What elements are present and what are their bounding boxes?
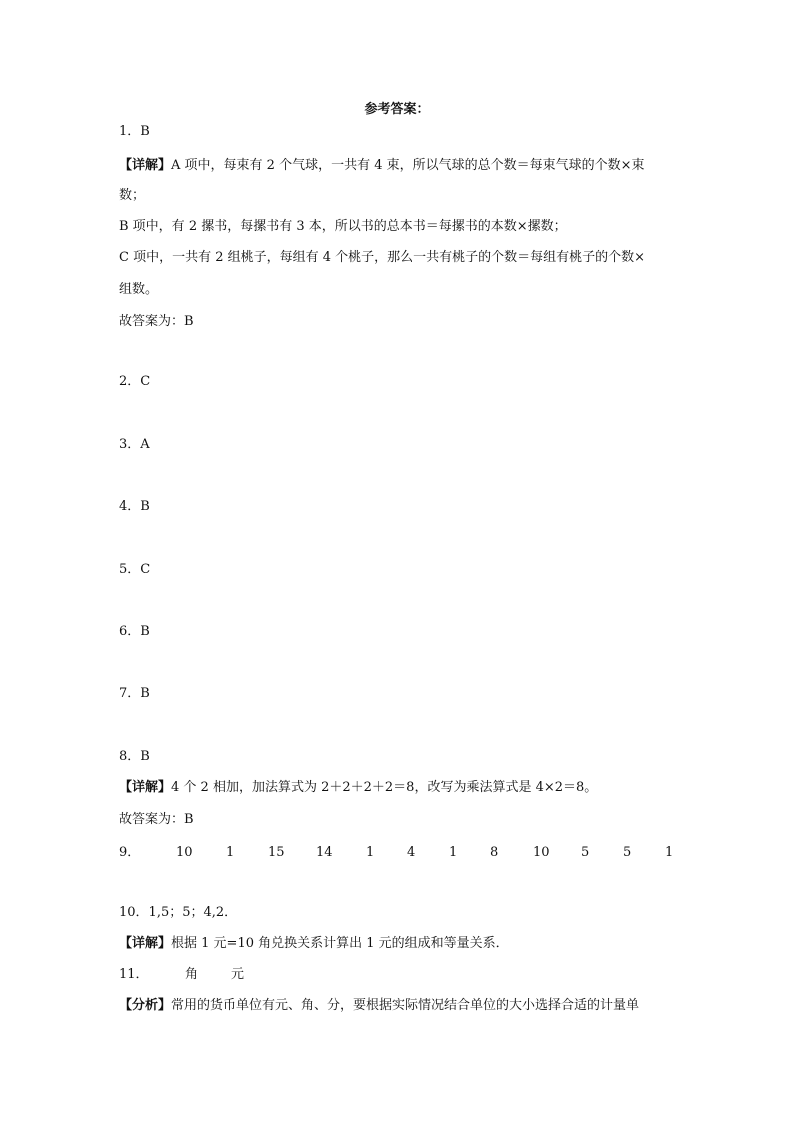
answer-11-unit: 角 xyxy=(185,967,199,982)
answer-8: 8．B xyxy=(119,749,150,764)
conclusion-8: 故答案为：B xyxy=(119,812,194,827)
answer-11-unit: 元 xyxy=(231,967,245,982)
detail-1-line-3: B 项中，有 2 摞书，每摞书有 3 本，所以书的总本书＝每摞书的本数×摞数； xyxy=(119,219,567,234)
answer-10: 10．1,5；5；4,2． xyxy=(119,905,238,920)
answer-9-value: 10 xyxy=(533,845,550,860)
detail-1-line-1 xyxy=(119,156,645,176)
detail-text: A 项中，每束有 2 个气球，一共有 4 束，所以气球的总个数＝每束气球的个数×束 xyxy=(171,158,645,173)
answer-4: 4．B xyxy=(119,499,150,514)
answer-7: 7．B xyxy=(119,686,150,701)
conclusion-1: 故答案为：B xyxy=(119,314,194,329)
detail-text: 根据 1 元=10 角兑换关系计算出 1 元的组成和等量关系． xyxy=(171,936,509,951)
answer-2: 2．C xyxy=(119,374,151,389)
detail-1-line-5: 组数。 xyxy=(119,282,159,297)
detail-8 xyxy=(119,778,597,798)
answer-9-value: 5 xyxy=(581,845,590,860)
answer-9-value: 15 xyxy=(268,845,285,860)
answer-9 xyxy=(119,843,679,863)
answer-9-value: 10 xyxy=(176,845,193,860)
page-title: 参考答案： xyxy=(364,102,430,117)
answer-6: 6．B xyxy=(119,624,150,639)
detail-1-line-4: C 项中，一共有 2 组桃子，每组有 4 个桃子，那么一共有桃子的个数＝每组有桃子的个数× xyxy=(119,250,646,265)
answer-3: 3．A xyxy=(119,437,150,452)
analysis-tag: 【分析】 xyxy=(119,998,172,1013)
detail-text: 4 个 2 相加，加法算式为 2＋2＋2＋2＝8，改写为乘法算式是 4×2＝8。 xyxy=(171,780,598,795)
answer-9-value: 8 xyxy=(490,845,499,860)
answer-9-value: 5 xyxy=(623,845,632,860)
analysis-11 xyxy=(119,996,639,1016)
analysis-text: 常用的货币单位有元、角、分，要根据实际情况结合单位的大小选择合适的计量单 xyxy=(171,998,640,1013)
answer-11-label: 11． xyxy=(119,967,149,982)
answer-9-value: 14 xyxy=(316,845,333,860)
detail-tag: 【详解】 xyxy=(119,158,172,173)
answer-9-value: 1 xyxy=(226,845,235,860)
answer-9-value: 1 xyxy=(449,845,458,860)
detail-1-line-2: 数； xyxy=(119,188,146,203)
answer-9-value: 1 xyxy=(665,845,674,860)
detail-tag: 【详解】 xyxy=(119,780,172,795)
answer-1: 1．B xyxy=(119,124,150,139)
answer-9-value: 4 xyxy=(407,845,416,860)
answer-9-label: 9． xyxy=(119,845,141,860)
answer-5: 5．C xyxy=(119,562,151,577)
detail-tag: 【详解】 xyxy=(119,936,172,951)
answer-9-value: 1 xyxy=(366,845,375,860)
detail-10 xyxy=(119,934,509,954)
